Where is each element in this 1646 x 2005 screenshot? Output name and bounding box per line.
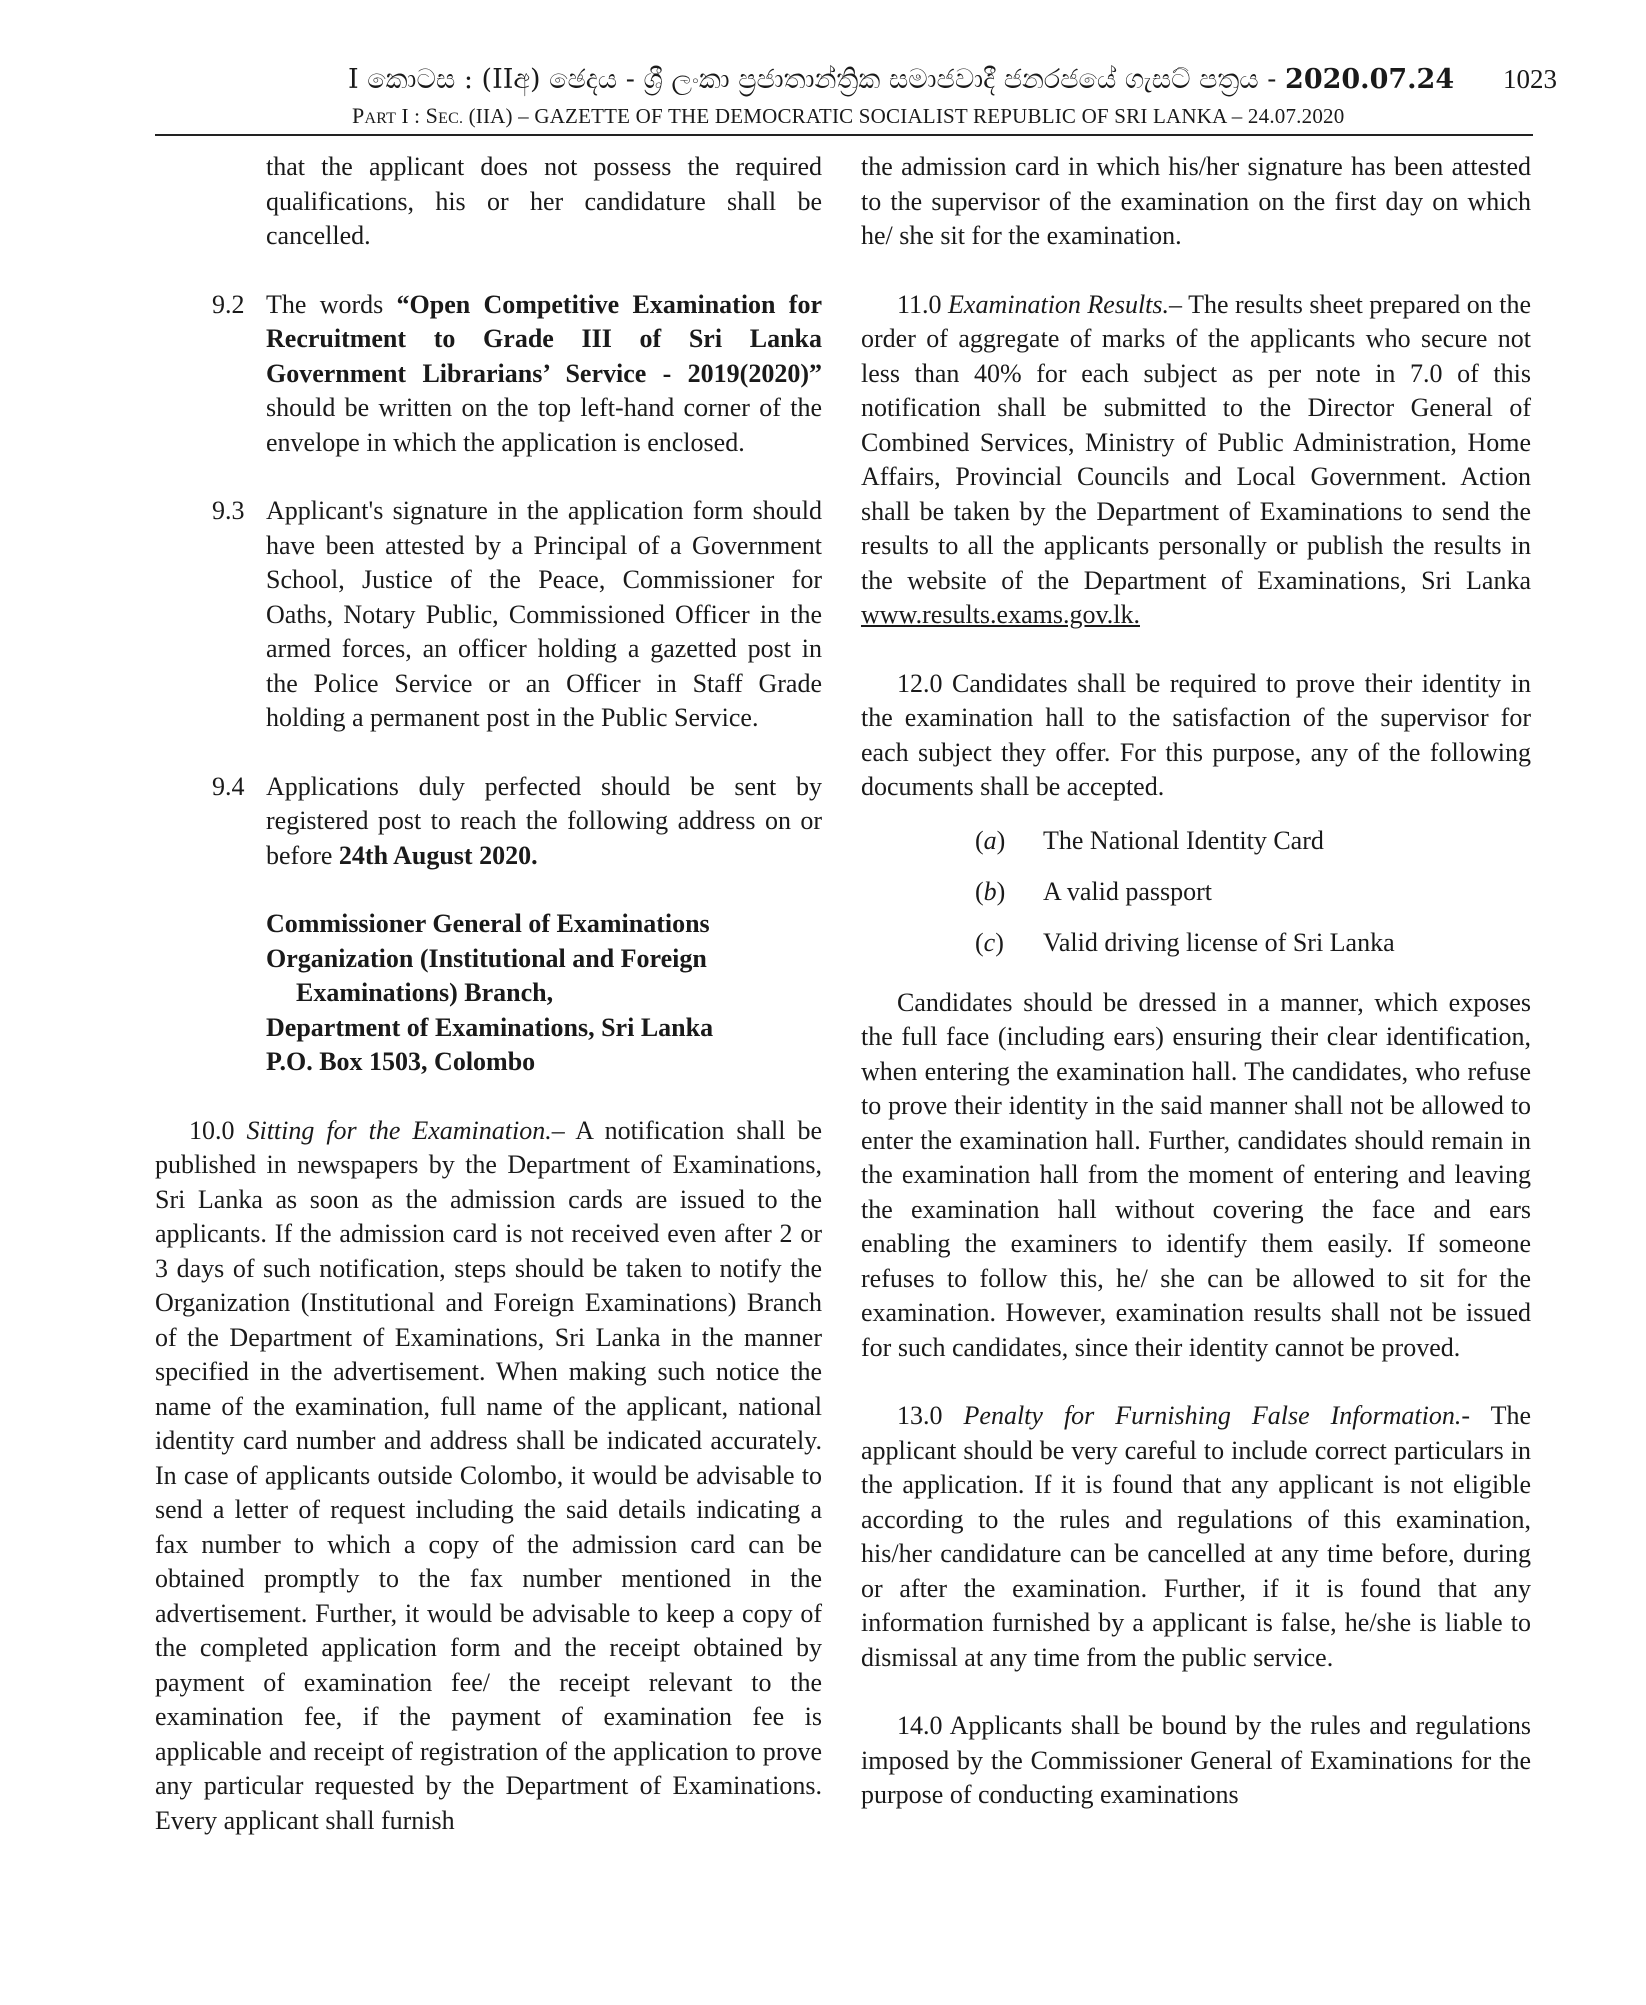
section-number: 11.0	[897, 289, 949, 319]
address-line: Examinations) Branch,	[296, 978, 554, 1007]
dash: –	[1169, 289, 1189, 319]
address-line: P.O. Box 1503, Colombo	[266, 1047, 536, 1076]
section-9-2-post: should be written on the top left-hand corner of the envelope in which the application is enclosed.	[266, 393, 822, 457]
part-initial: P	[352, 103, 365, 128]
postal-address	[155, 907, 822, 1080]
list-letter: c	[983, 927, 996, 957]
section-10-continuation: the admission card in which his/her signature has been attested to the supervisor of the examination on the first day on which he/ she sit for the examination.	[861, 152, 1531, 250]
section-number: 9.2	[212, 289, 245, 319]
list-label: (b)	[975, 876, 1006, 906]
list-text: A valid passport	[1043, 876, 1212, 906]
section-11	[861, 288, 1531, 633]
list-text: The National Identity Card	[1043, 825, 1324, 855]
header-rule	[155, 134, 1533, 136]
section-number: 13.0	[897, 1401, 964, 1430]
header-english-title	[352, 103, 1344, 129]
header-sinhala-part: I කොටස : (IIඅ) ඡෙදය - ශ්‍රී ලංකා ප්‍රජාතාන්ත්‍රික සමාජවාදී ජනරජයේ ගැසට් පත්‍රය -	[348, 64, 1277, 95]
section-number: 9.4	[212, 771, 245, 801]
section-9-3	[155, 494, 822, 736]
section-number: 9.3	[212, 496, 245, 525]
part-rest: ART	[364, 110, 397, 127]
right-column	[861, 150, 1531, 1813]
section-9-2-pre: The words	[266, 289, 397, 319]
address-line: Organization (Institutional and Foreign	[266, 943, 707, 973]
section-title: Examination Results.	[948, 289, 1170, 319]
section-13-text: The applicant should be very careful to include correct particulars in the application. If it is found that any applicant is not eligible according to the rules and regulations of this examination, his/her candidature can be cancelled at any time before, during or after the examination. Further, if it is found that any information furnished by a applicant is false, he/she is liable to dismissal at any time from the public service.	[861, 1401, 1531, 1672]
deadline-date: 24th August 2020.	[338, 840, 538, 870]
sec-rest: EC.	[438, 110, 464, 127]
identity-documents-list	[861, 815, 1531, 968]
address-line: Commissioner General of Examinations	[266, 909, 710, 938]
header-english-rest: (IIA) – GAZETTE OF THE DEMOCRATIC SOCIALIST REPUBLIC OF SRI LANKA – 24.07.2020	[463, 104, 1345, 128]
section-10-text: A notification shall be published in newspapers by the Department of Examinations, Sri Lanka as soon as the admission cards are issued to the applicants. If the admission card is not received even after 2 or 3 days of such notification, steps should be taken to notify the Organization (Institutional and Foreign Examinations) Branch of the Department of Examinations, Sri Lanka in the manner specified in the advertisement. When making such notice the name of the examination, full name of the applicant, national identity card number and address shall be indicated accurately. In case of applicants outside Colombo, it would be advisable to send a letter of request including the said details indicating a fax number to which a copy of the admission card can be obtained promptly to the fax number mentioned in the advertisement. Further, it would be advisable to keep a copy of the completed application form and the receipt obtained by payment of examination fee/ the receipt relevant to the examination fee, if the payment of examination fee is applicable and receipt of registration of the application to prove any particular requested by the Department of Examinations. Every applicant shall furnish	[155, 1115, 822, 1835]
section-13	[861, 1399, 1531, 1675]
list-letter: b	[983, 876, 997, 906]
section-9-4-text: Applications duly perfected should be sent by registered post to reach the following address on or before	[266, 771, 822, 870]
list-item	[861, 866, 1531, 917]
section-11-text: The results sheet prepared on the order of aggregate of marks of the applicants who secure not less than 40% for each subject as per note in 7.0 of this notification shall be submitted to the Director General of Combined Services, Ministry of Public Administration, Home Affairs, Provincial Councils and Local Government. Action shall be taken by the Department of Examinations to send the results to all the applicants personally or publish the results in the website of the Department of Examinations, Sri Lanka	[861, 289, 1531, 595]
list-item	[861, 815, 1531, 866]
section-9-2	[155, 288, 822, 461]
section-title: Penalty for Furnishing False Information.-	[963, 1401, 1471, 1430]
section-9-4	[155, 770, 822, 874]
list-text: Valid driving license of Sri Lanka	[1043, 927, 1395, 957]
section-9-1-continuation: that the applicant does not possess the required qualifications, his or her candidature shall be cancelled.	[266, 152, 822, 250]
address-line: Department of Examinations, Sri Lanka	[266, 1012, 714, 1042]
part-number: I :	[396, 104, 426, 128]
section-9-3-text: Applicant's signature in the application form should have been attested by a Principal of a Government School, Justice of the Peace, Commissioner for Oaths, Notary Public, Commissioned Officer in the armed forces, an officer holding a gazetted post in the Police Service or an Officer in Staff Grade holding a permanent post in the Public Service.	[266, 496, 822, 732]
page-number: 1023	[1503, 64, 1557, 94]
list-label: (a)	[975, 825, 1006, 855]
list-letter: a	[983, 825, 997, 855]
results-website-link[interactable]: www.results.exams.gov.lk.	[861, 600, 1140, 629]
section-14: 14.0 Applicants shall be bound by the rules and regulations imposed by the Commissioner General of Examinations for the purpose of conducting examinations	[861, 1711, 1531, 1809]
dash: –	[551, 1115, 576, 1145]
section-title: Sitting for the Examination.	[246, 1115, 552, 1145]
section-number: 10.0	[189, 1115, 247, 1145]
dress-code-paragraph: Candidates should be dressed in a manner, which exposes the full face (including ears) ensuring their clear identification, when entering the examination hall. The candidates, who refuse to prove their identity in the said manner shall not be allowed to enter the examination hall. Further, candidates should remain in the examination hall from the moment of entering and leaving the examination hall without covering the face and ears enabling the examiners to identify them easily. If someone refuses to follow this, he/ she can be allowed to sit for the examination. However, examination results shall not be issued for such candidates, since their identity cannot be proved.	[861, 987, 1531, 1362]
exam-title: “Open Competitive Examination for Recruitment to Grade III of Sri Lanka Government Librarians’ Service - 2019(2020)”	[266, 289, 822, 388]
header-date: 2020.07.24	[1285, 64, 1455, 95]
sec-initial: S	[425, 103, 439, 128]
header-sinhala-title	[348, 64, 1454, 96]
gazette-header	[0, 0, 1646, 140]
section-10	[155, 1114, 822, 1839]
section-12: 12.0 Candidates shall be required to prove their identity in the examination hall to the satisfaction of the supervisor for each subject they offer. For this purpose, any of the following documents shall be accepted.	[861, 668, 1531, 801]
list-label: (c)	[975, 927, 1004, 957]
left-column	[155, 150, 822, 1838]
list-item	[861, 917, 1531, 968]
